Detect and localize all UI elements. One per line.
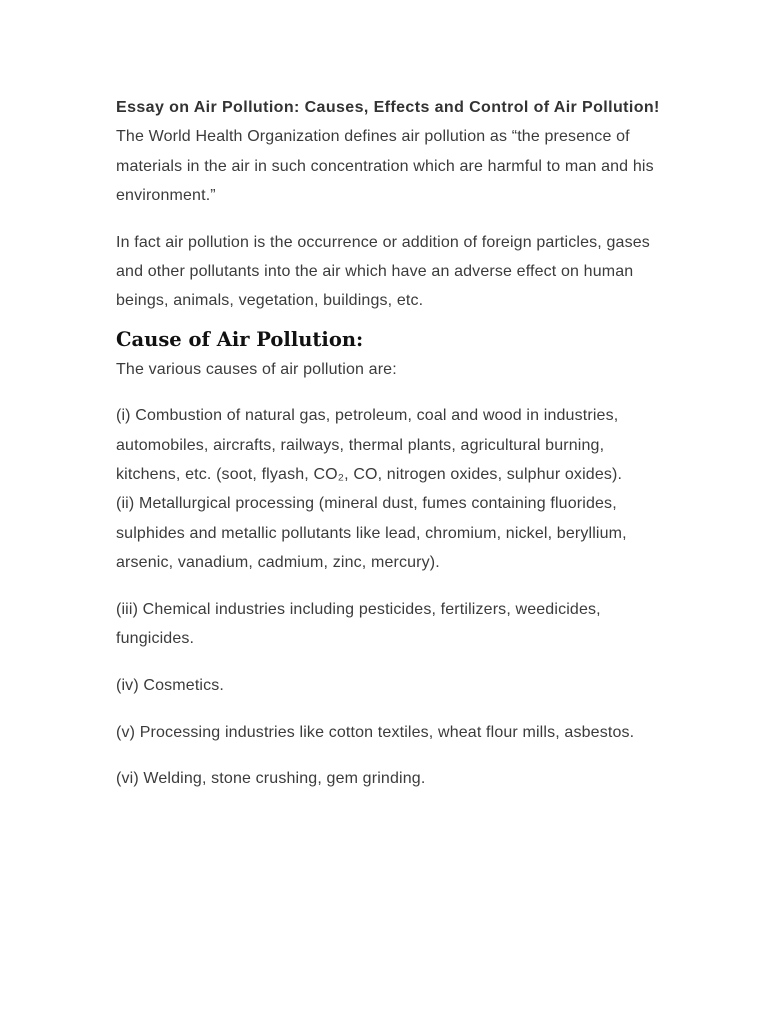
section-heading: Cause of Air Pollution:	[116, 327, 364, 351]
essay-title: Essay on Air Pollution: Causes, Effects and Control of Air Pollution!	[116, 99, 660, 116]
section-intro: The various causes of air pollution are:	[116, 360, 397, 378]
intro-paragraph-2: In fact air pollution is the occurrence or addition of foreign particles, gases and other pollutants into the air which have an adverse effect on human beings, animals, vegetation, buildings, etc.	[116, 233, 650, 310]
cause-item-1: (i) Combustion of natural gas, petroleum, coal and wood in industries, automobiles, aircrafts, railways, thermal plants, agricultural burning, kitchens, etc. (soot, flyash, CO₂, CO, nitrogen oxides, sulphur oxides).	[116, 407, 623, 483]
document-page	[116, 93, 661, 794]
cause-item-5: (v) Processing industries like cotton textiles, wheat flour mills, asbestos.	[116, 723, 635, 741]
intro-paragraph-1: The World Health Organization defines air pollution as “the presence of materials in the air in such concentration which are harmful to man and his environment.”	[116, 128, 654, 204]
cause-item-6: (vi) Welding, stone crushing, gem grinding.	[116, 770, 426, 788]
cause-item-4: (iv) Cosmetics.	[116, 676, 225, 694]
cause-item-3: (iii) Chemical industries including pesticides, fertilizers, weedicides, fungicides.	[116, 600, 601, 647]
cause-item-2: (ii) Metallurgical processing (mineral dust, fumes containing fluorides, sulphides and metallic pollutants like lead, chromium, nickel, beryllium, arsenic, vanadium, cadmium, zinc, mercury).	[116, 495, 627, 571]
